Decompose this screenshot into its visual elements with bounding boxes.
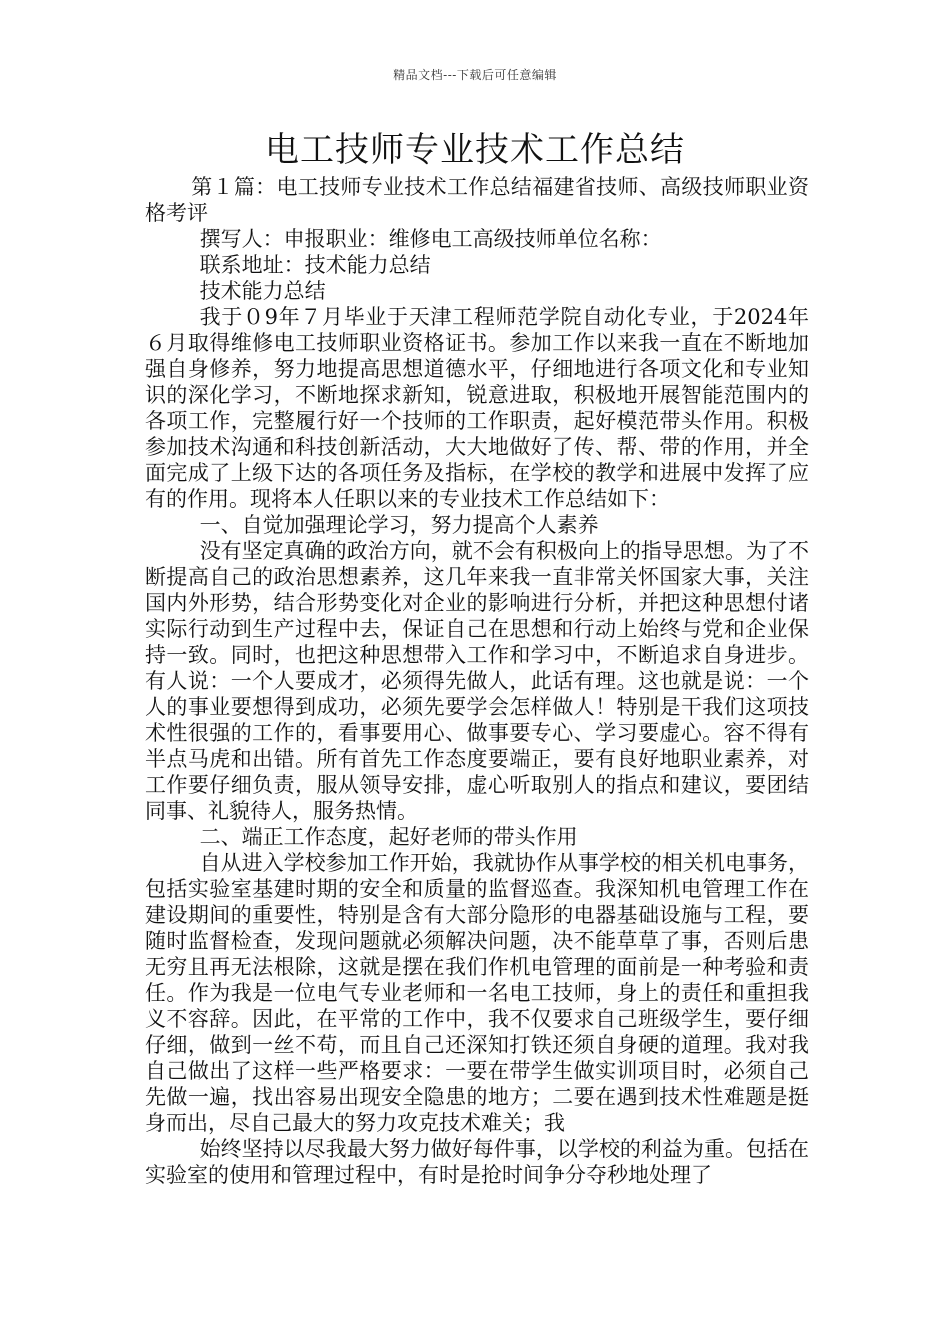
- section-heading-1: 一、自觉加强理论学习，努力提高个人素养: [199, 513, 599, 537]
- paragraph-section-2: 自从进入学校参加工作开始，我就协作从事学校的相关机电事务，包括实验室基建时期的安全和质量的监督巡查。我深知机电管理工作在建设期间的重要性，特别是含有大部分隐形的电器基础设施与工程，要随时监督检查，发现问题就必须解决问题，决不能草草了事，否则后患无穷且再无法根除，这就是摆在我们作机电管理的面前是一种考验和责任。作为我是一位电气专业老师和一名电工技师，身上的责任和重担我义不容辞。因此，在平常的工作中，我不仅要求自己班级学生，要仔细仔细，做到一丝不苟，而且自己还深知打铁还须自身硬的道理。我对我自己做出了这样一些严格要求：一要在带学生做实训项目时，必须自己先做一遍，找出容易出现安全隐患的地方；二要在遇到技术性难题是挺身而出，尽自己最大的努力攻克技术难关；我: [145, 851, 809, 1135]
- document-body: [145, 174, 809, 1188]
- paragraph-section-1: 没有坚定真确的政治方向，就不会有积极向上的指导思想。为了不断提高自己的政治思想素养，这几年来我一直非常关怀国家大事，关注国内外形势，结合形势变化对企业的影响进行分析，并把这种思想付诸实际行动到生产过程中去，保证自己在思想和行动上始终与党和企业保持一致。同时，也把这种思想带入工作和学习中，不断追求自身进步。有人说：一个人要成才，必须得先做人，此话有理。这也就是说：一个人的事业要想得到成功，必须先要学会怎样做人！特别是干我们这项技术性很强的工作的，看事要用心、做事要专心、学习要虚心。容不得有半点马虎和出错。所有首先工作态度要端正，要有良好地职业素养，对工作要仔细负责，服从领导安排，虚心听取别人的指点和建议，要团结同事、礼貌待人，服务热情。: [145, 539, 809, 823]
- section-heading-2: 二、端正工作态度，起好老师的带头作用: [199, 825, 578, 849]
- paragraph-continuation: 始终坚持以尽我最大努力做好每件事，以学校的利益为重。包括在实验室的使用和管理过程中，有时是抢时间争分夺秒地处理了: [145, 1137, 809, 1187]
- paragraph-address-line: 联系地址：技术能力总结: [199, 253, 431, 277]
- paragraph-intro: 我于０9年７月毕业于天津工程师范学院自动化专业，于2024年６月取得维修电工技师职业资格证书。参加工作以来我一直在不断地加强自身修养，努力地提高思想道德水平，仔细地进行各项文化和专业知识的深化学习，不断地探求新知，锐意进取，积极地开展智能范围内的各项工作，完整履行好一个技师的工作职责，起好模范带头作用。积极参加技术沟通和科技创新活动，大大地做好了传、帮、带的作用，并全面完成了上级下达的各项任务及指标，在学校的教学和进展中发挥了应有的作用。现将本人任职以来的专业技术工作总结如下：: [145, 305, 809, 511]
- document-title: 电工技师专业技术工作总结: [265, 130, 685, 170]
- paragraph-chapter-heading: 第１篇：电工技师专业技术工作总结福建省技师、高级技师职业资格考评: [145, 175, 809, 225]
- paragraph-section-label: 技术能力总结: [199, 279, 326, 303]
- page-header: 精品文档---下载后可任意编辑: [393, 68, 557, 82]
- paragraph-author-line: 撰写人：申报职业：维修电工高级技师单位名称：: [199, 227, 662, 251]
